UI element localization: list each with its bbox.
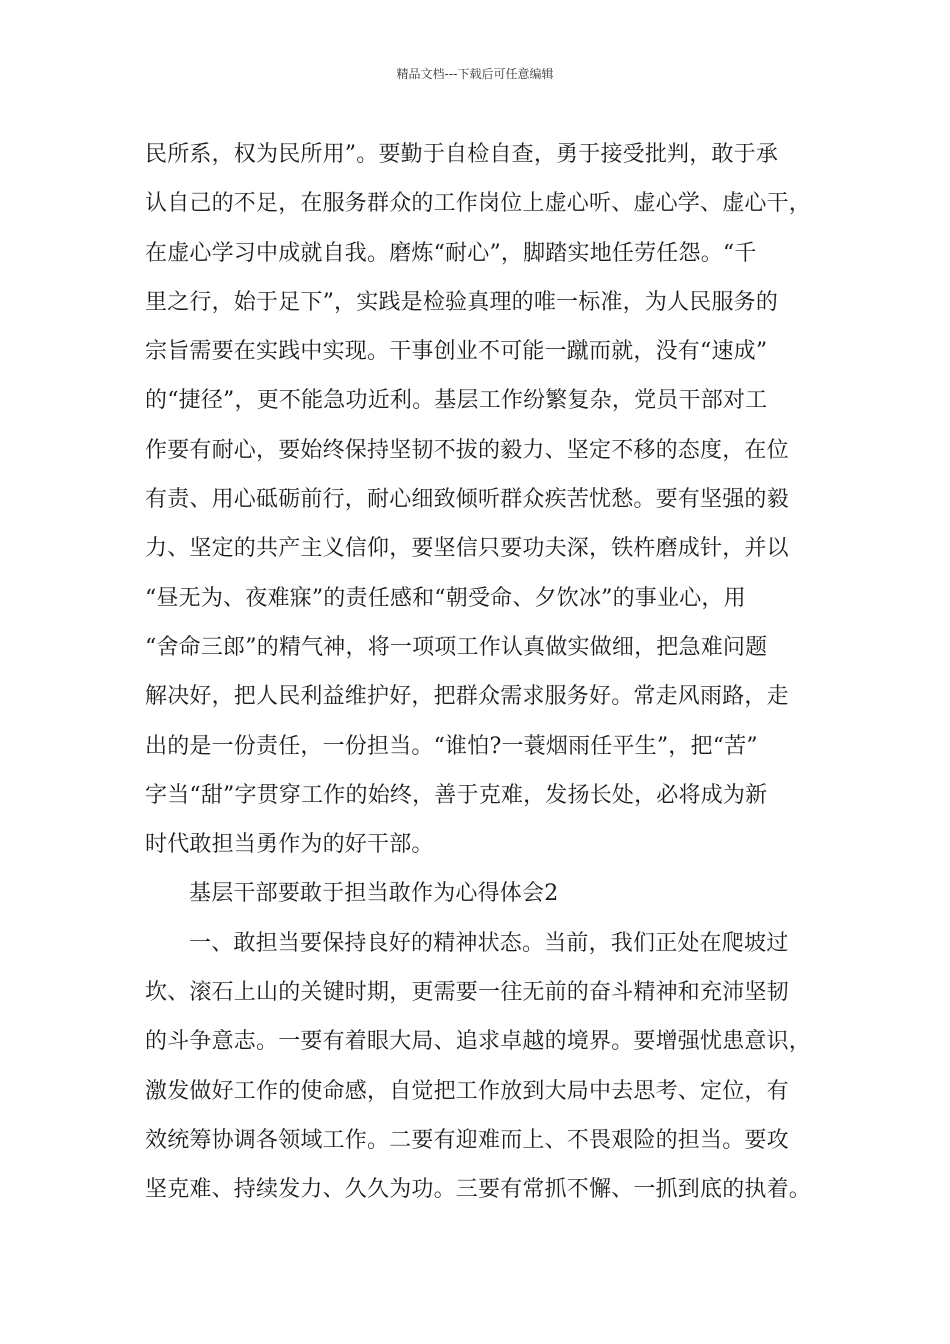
- text-line: 作要有耐心，要始终保持坚韧不拔的毅力、坚定不移的态度，在位: [145, 437, 789, 463]
- text-line: 解决好，把人民利益维护好，把群众需求服务好。常走风雨路，走: [145, 684, 789, 710]
- text-line: 坎、滚石上山的关键时期，更需要一往无前的奋斗精神和充沛坚韧: [145, 980, 789, 1006]
- text-line: 里之行，始于足下”，实践是检验真理的唯一标准，为人民服务的: [145, 289, 779, 315]
- text-line: 在虚心学习中成就自我。磨炼“耐心”，脚踏实地任劳任怨。“千: [145, 240, 757, 266]
- text-line: 民所系，权为民所用”。要勤于自检自查，勇于接受批判，敢于承: [145, 142, 779, 167]
- text-line: 力、坚定的共产主义信仰，要坚信只要功夫深，铁杵磨成针，并以: [145, 536, 789, 562]
- text-line: 激发做好工作的使命感，自觉把工作放到大局中去思考、定位，有: [145, 1078, 789, 1104]
- text-line: 认自己的不足，在服务群众的工作岗位上虚心听、虚心学、虚心干，: [145, 191, 812, 217]
- text-line: 字当“甜”字贯穿工作的始终，善于克难，发扬长处，必将成为新: [145, 782, 768, 808]
- page-header: 精品文档---下载后可任意编辑: [396, 67, 554, 81]
- text-line: 效统筹协调各领域工作。二要有迎难而上、不畏艰险的担当。要攻: [145, 1127, 789, 1153]
- text-line: 的“捷径”，更不能急功近利。基层工作纷繁复杂，党员干部对工: [145, 388, 768, 414]
- document-body: [145, 130, 825, 1215]
- text-line: “舍命三郎”的精气神，将一项项工作认真做实做细，把急难问题: [145, 634, 768, 660]
- text-line: 有责、用心砥砺前行，耐心细致倾听群众疾苦忧愁。要有坚强的毅: [145, 487, 789, 513]
- text-line: 出的是一份责任，一份担当。“谁怕?一蓑烟雨任平生”，把“苦”: [145, 733, 758, 759]
- text-line: 的斗争意志。一要有着眼大局、追求卓越的境界。要增强忧患意识，: [145, 1029, 812, 1055]
- text-line: “昼无为、夜难寐”的责任感和“朝受命、夕饮冰”的事业心，用: [145, 585, 746, 611]
- text-line: 坚克难、持续发力、久久为功。三要有常抓不懈、一抓到底的执着。: [145, 1177, 812, 1203]
- text-line: 时代敢担当勇作为的好干部。: [145, 832, 434, 858]
- text-line: 宗旨需要在实践中实现。干事创业不可能一蹴而就，没有“速成”: [145, 339, 768, 365]
- paragraph-start: 一、敢担当要保持良好的精神状态。当前，我们正处在爬坡过: [189, 930, 789, 956]
- section-heading: 基层干部要敢于担当敢作为心得体会2: [189, 881, 559, 907]
